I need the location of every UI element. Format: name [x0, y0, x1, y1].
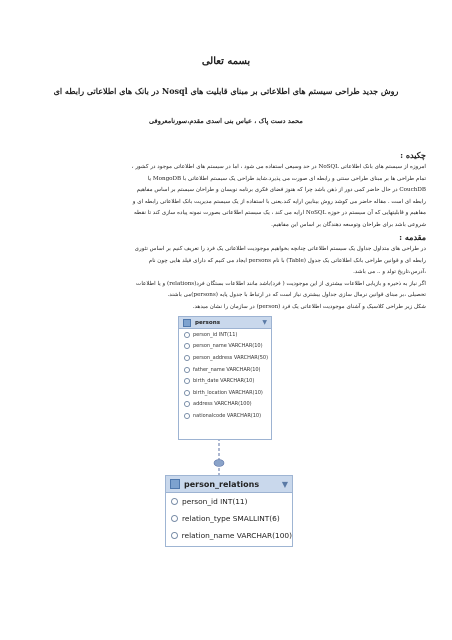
field-label: birth_date VARCHAR(10) — [193, 378, 255, 385]
table-field-row — [179, 375, 271, 387]
collapse-arrow-icon[interactable]: ▼ — [281, 479, 288, 489]
field-label: person_id INT(11) — [193, 331, 238, 338]
column-diamond-icon — [184, 343, 190, 349]
persons-table[interactable] — [178, 316, 272, 440]
intro-line: اگر نیاز به ذخیره و بازیابی اطلاعات بیشتری از این موجودیت ( فرد)باشد مانند اطلاعات بستگان فرد(relations) و یا اطلاعات — [136, 280, 426, 287]
abstract-line: رابطه ای است . مقاله حاضر می کوشد روش بینابین ارایه کند.یعنی با استفاده از یک سیستم مدیریت بانک اطلاعاتی رابطه ای و — [132, 198, 426, 205]
abstract-line: شروعی باشد برای طراحان وتوسعه دهندگان بر اساس این مفاهیم. — [271, 221, 426, 228]
abstract-line: CouchDB در حال حاضر کمی دور از ذهن باشد چرا که هنوز فضای فکری برنامه نویسان و طراحان سیستم بر اساس مفاهیم — [136, 187, 426, 194]
person-relations-table[interactable] — [165, 475, 293, 547]
table-field-row — [166, 527, 292, 544]
intro-heading: مقدمه : — [399, 232, 426, 242]
field-label: person_id INT(11) — [182, 497, 248, 506]
table-icon — [183, 319, 191, 327]
table-field-row — [166, 493, 292, 510]
field-label: birth_location VARCHAR(10) — [193, 389, 263, 396]
column-diamond-icon — [184, 332, 190, 338]
table-field-row — [166, 510, 292, 527]
abstract-line: تمام طراحی ها بر مبنای طراحی سنتی و رابطه ای صورت می پذیرد.شاید طراحی یک سیستم اطلاعاتی با MongoDB یا — [147, 175, 426, 182]
column-diamond-icon — [184, 401, 190, 407]
table-field-row — [179, 410, 271, 422]
collapse-arrow-icon[interactable]: ▼ — [262, 319, 267, 326]
table-field-row — [179, 341, 271, 353]
table-field-row — [179, 399, 271, 411]
intro-line: رابطه ای و قوانین طراحی بانک اطلاعاتی یک جدول (Table) با نام persons ایجاد می کنیم که دارای فیلد هایی چون نام — [148, 257, 426, 264]
table-icon — [170, 479, 180, 489]
column-diamond-icon — [184, 355, 190, 361]
column-diamond-icon — [184, 367, 190, 373]
bismillah-header: بسمه تعالی — [201, 56, 251, 67]
abstract-line: امروزه از سیستم های بانک اطلاعاتی NoSQL در حد وسیعی استفاده می شود ، اما در سیستم های اطلاعاتی موجود در کشور ، — [131, 164, 426, 170]
table-field-row — [179, 364, 271, 376]
field-label: relation_type SMALLINT(6) — [182, 514, 280, 523]
persons-table-header[interactable] — [179, 317, 271, 329]
column-diamond-icon — [184, 390, 190, 396]
intro-line: شکل زیر طراحی کلاسیک و آشنای موجودیت اطلاعاتی یک فرد (person) در سازمان را نشان میدهد. — [192, 303, 426, 310]
person-relations-table-header[interactable] — [166, 476, 292, 493]
abstract-line: مفاهیم و قابلیتهایی که آن سیستم در حوزه NoSQL ارایه می کند ، یک سیستم اطلاعاتی بصورت نمونه پیاده سازی کند تا نقطه — [134, 210, 426, 217]
paper-title: روش جدید طراحی سیستم های اطلاعاتی بر مبنای قابلیت های Nosql در بانک های اطلاعاتی رابطه ای — [53, 86, 399, 96]
column-diamond-icon — [171, 532, 178, 539]
column-diamond-icon — [184, 378, 190, 384]
abstract-heading: چکیده : — [400, 150, 426, 160]
table-name: person_relations — [184, 479, 260, 489]
field-label: relation_name VARCHAR(100) — [181, 531, 292, 540]
column-diamond-icon — [184, 413, 190, 419]
field-label: person_address VARCHAR(50) — [193, 354, 269, 361]
table-name: persons — [195, 319, 221, 326]
intro-line: ،آدرس،تاریخ تولد و .. می باشد. — [353, 269, 426, 276]
field-label: person_name VARCHAR(10) — [193, 343, 263, 350]
table-field-row — [179, 352, 271, 364]
column-diamond-icon — [171, 515, 178, 522]
table-field-row — [179, 329, 271, 341]
field-label: nationalcode VARCHAR(10) — [193, 412, 262, 419]
table-field-row — [179, 387, 271, 399]
paper-authors: محمد دست پاک ، عباس بنی اسدی مقدم،سورنامعروفی — [149, 117, 303, 125]
intro-line: در طراحی های متداول جداول یک سیستم اطلاعاتی چنانچه بخواهیم موجودیت اطلاعاتی یک فرد را تعریف کنیم بر اساس تئوری — [134, 246, 426, 252]
field-label: address VARCHAR(100) — [193, 401, 252, 408]
intro-line: تحصیلی ،بر مبنای قوانین نرمال سازی جداول بیشتری نیاز است که در ارتباط با جدول پایه (persons)می باشند. — [167, 292, 426, 299]
column-diamond-icon — [171, 498, 178, 505]
field-label: father_name VARCHAR(10) — [193, 366, 261, 373]
